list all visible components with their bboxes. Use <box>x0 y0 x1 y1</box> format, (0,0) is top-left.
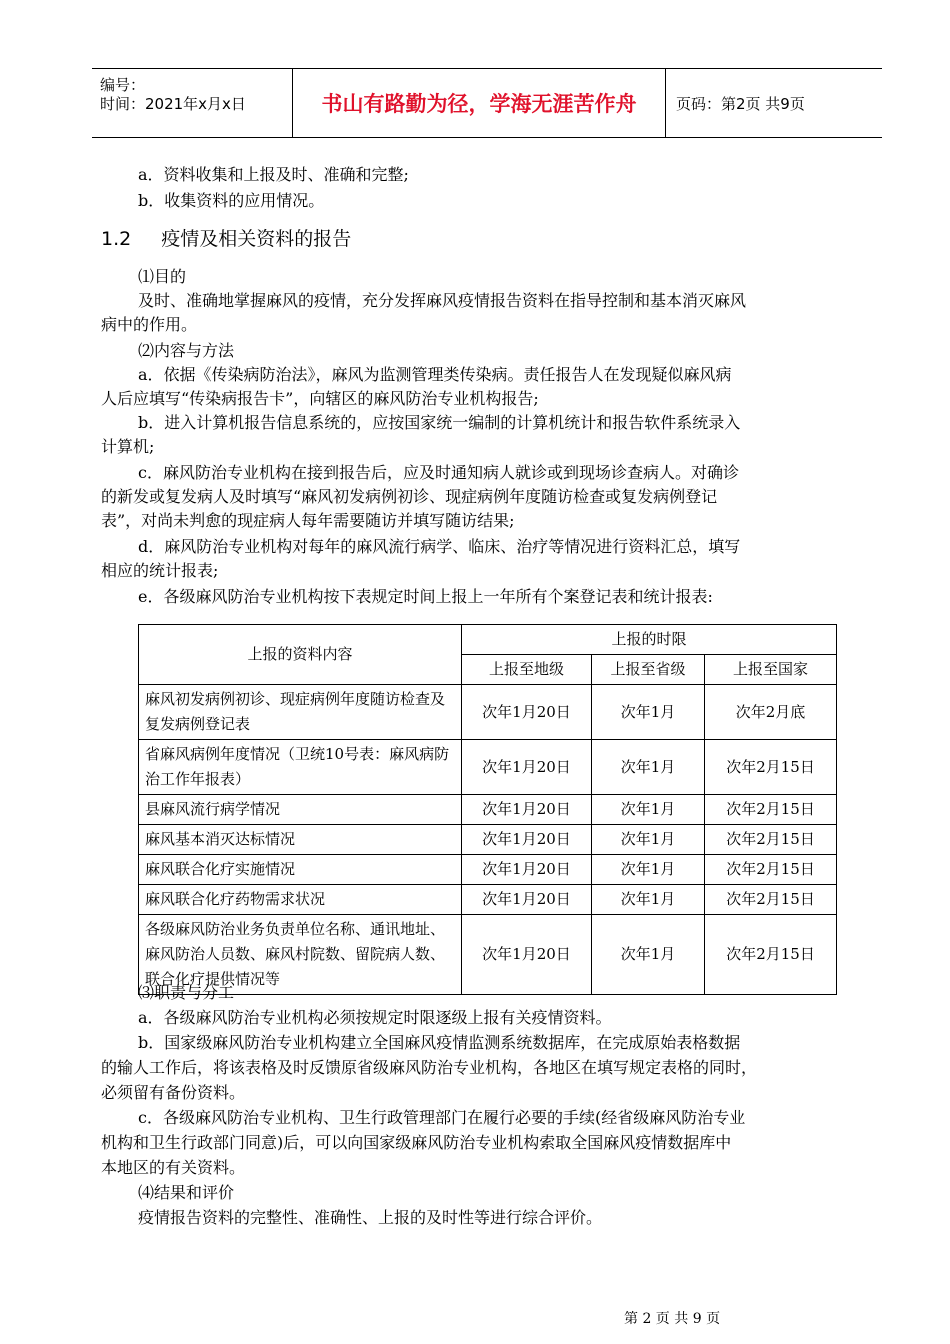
column-header: 上报至地级 <box>462 655 592 685</box>
paragraph-line: 的新发或复发病人及时填写“麻风初发病例初诊、现症病例年度随访检查或复发病例登记 <box>101 487 718 506</box>
row-cell: 次年2月底 <box>705 685 837 740</box>
paragraph-line: a．依据《传染病防治法》，麻风为监测管理类传染病。责任报告人在发现疑似麻风病 <box>138 365 732 384</box>
header-page-label: 页码：第2页 共9页 <box>676 94 805 113</box>
paragraph-line: 本地区的有关资料。 <box>101 1158 246 1177</box>
paragraph-line: 计算机; <box>101 437 155 456</box>
paragraph-line: 疫情报告资料的完整性、准确性、上报的及时性等进行综合评价。 <box>138 1208 603 1227</box>
results-heading: ⑷结果和评价 <box>138 1183 235 1202</box>
row-cell: 次年2月15日 <box>705 740 837 795</box>
report-deadline-table <box>138 624 837 995</box>
row-content: 省麻风病例年度情况（卫统10号表：麻风病防治工作年报表） <box>139 740 462 795</box>
row-content: 麻风联合化疗药物需求状况 <box>139 885 462 915</box>
table-row <box>139 795 837 825</box>
deadline-column-header: 上报的时限 <box>462 625 837 655</box>
header-meta-cell <box>92 69 293 137</box>
paragraph-line: a．各级麻风防治专业机构必须按规定时限逐级上报有关疫情资料。 <box>138 1008 612 1027</box>
row-cell: 次年2月15日 <box>705 795 837 825</box>
item-line: b．收集资料的应用情况。 <box>138 191 325 210</box>
header-motto: 书山有路勤为径，学海无涯苦作舟 <box>293 69 666 137</box>
paragraph-line: e．各级麻风防治专业机构按下表规定时间上报上一年所有个案登记表和统计报表: <box>138 587 713 606</box>
row-cell: 次年2月15日 <box>705 855 837 885</box>
paragraph-line: d．麻风防治专业机构对每年的麻风流行病学、临床、治疗等情况进行资料汇总，填写 <box>138 537 741 556</box>
item-line: a．资料收集和上报及时、准确和完整; <box>138 165 409 184</box>
document-header <box>92 68 882 138</box>
row-cell: 次年1月 <box>592 855 705 885</box>
column-header: 上报至国家 <box>705 655 837 685</box>
row-cell: 次年1月 <box>592 740 705 795</box>
row-content: 麻风联合化疗实施情况 <box>139 855 462 885</box>
row-content: 麻风初发病例初诊、现症病例年度随访检查及复发病例登记表 <box>139 685 462 740</box>
section-heading <box>101 228 351 250</box>
paragraph-line: 病中的作用。 <box>101 315 198 334</box>
paragraph-line: b．国家级麻风防治专业机构建立全国麻风疫情监测系统数据库，在完成原始表格数据 <box>138 1033 741 1052</box>
purpose-heading: ⑴目的 <box>138 267 187 286</box>
row-cell: 次年1月 <box>592 795 705 825</box>
table-row <box>139 885 837 915</box>
row-cell: 次年2月15日 <box>705 915 837 995</box>
paragraph-line: 机构和卫生行政部门同意)后，可以向国家级麻风防治专业机构索取全国麻风疫情数据库中 <box>101 1133 732 1152</box>
doc-time-label: 时间：2021年x月x日 <box>100 95 246 113</box>
row-cell: 次年1月20日 <box>462 795 592 825</box>
paragraph-line: 表”，对尚未判愈的现症病人每年需要随访并填写随访结果; <box>101 511 515 530</box>
row-cell: 次年1月20日 <box>462 885 592 915</box>
table-header-row <box>139 625 837 655</box>
paragraph-line: c．各级麻风防治专业机构、卫生行政管理部门在履行必要的手续(经省级麻风防治专业 <box>138 1108 746 1127</box>
paragraph-line: 必须留有备份资料。 <box>101 1083 246 1102</box>
row-content: 麻风基本消灭达标情况 <box>139 825 462 855</box>
row-content: 各级麻风防治业务负责单位名称、通讯地址、麻风防治人员数、麻风村院数、留院病人数、联合化疗提供情况等 <box>139 915 462 995</box>
content-column-header: 上报的资料内容 <box>139 625 462 685</box>
row-cell: 次年1月20日 <box>462 740 592 795</box>
table-row <box>139 825 837 855</box>
row-cell: 次年2月15日 <box>705 825 837 855</box>
paragraph-line: 人后应填写“传染病报告卡”，向辖区的麻风防治专业机构报告; <box>101 389 539 408</box>
table-row <box>139 855 837 885</box>
row-cell: 次年1月20日 <box>462 825 592 855</box>
paragraph-line: b．进入计算机报告信息系统的，应按国家统一编制的计算机统计和报告软件系统录入 <box>138 413 741 432</box>
column-header: 上报至省级 <box>592 655 705 685</box>
doc-number-label: 编号： <box>100 76 146 94</box>
paragraph-line: 的输人工作后，将该表格及时反馈原省级麻风防治专业机构，各地区在填写规定表格的同时， <box>101 1058 758 1077</box>
row-cell: 次年1月 <box>592 885 705 915</box>
methods-heading: ⑵内容与方法 <box>138 341 235 360</box>
section-title: 疫情及相关资料的报告 <box>161 228 352 250</box>
paragraph-line: 相应的统计报表; <box>101 561 219 580</box>
row-cell: 次年2月15日 <box>705 885 837 915</box>
page-footer: 第 2 页 共 9 页 <box>624 1311 721 1327</box>
row-content: 县麻风流行病学情况 <box>139 795 462 825</box>
row-cell: 次年1月 <box>592 915 705 995</box>
row-cell: 次年1月 <box>592 685 705 740</box>
row-cell: 次年1月20日 <box>462 915 592 995</box>
row-cell: 次年1月20日 <box>462 855 592 885</box>
row-cell: 次年1月20日 <box>462 685 592 740</box>
table-row <box>139 740 837 795</box>
section-number: 1.2 <box>101 228 132 250</box>
table-row <box>139 685 837 740</box>
paragraph-line: c．麻风防治专业机构在接到报告后，应及时通知病人就诊或到现场诊查病人。对确诊 <box>138 463 739 482</box>
duties-heading: ⑶职责与分工 <box>138 983 235 1002</box>
row-cell: 次年1月 <box>592 825 705 855</box>
paragraph-line: 及时、准确地掌握麻风的疫情，充分发挥麻风疫情报告资料在指导控制和基本消灭麻风 <box>138 291 747 310</box>
table-row <box>139 915 837 995</box>
